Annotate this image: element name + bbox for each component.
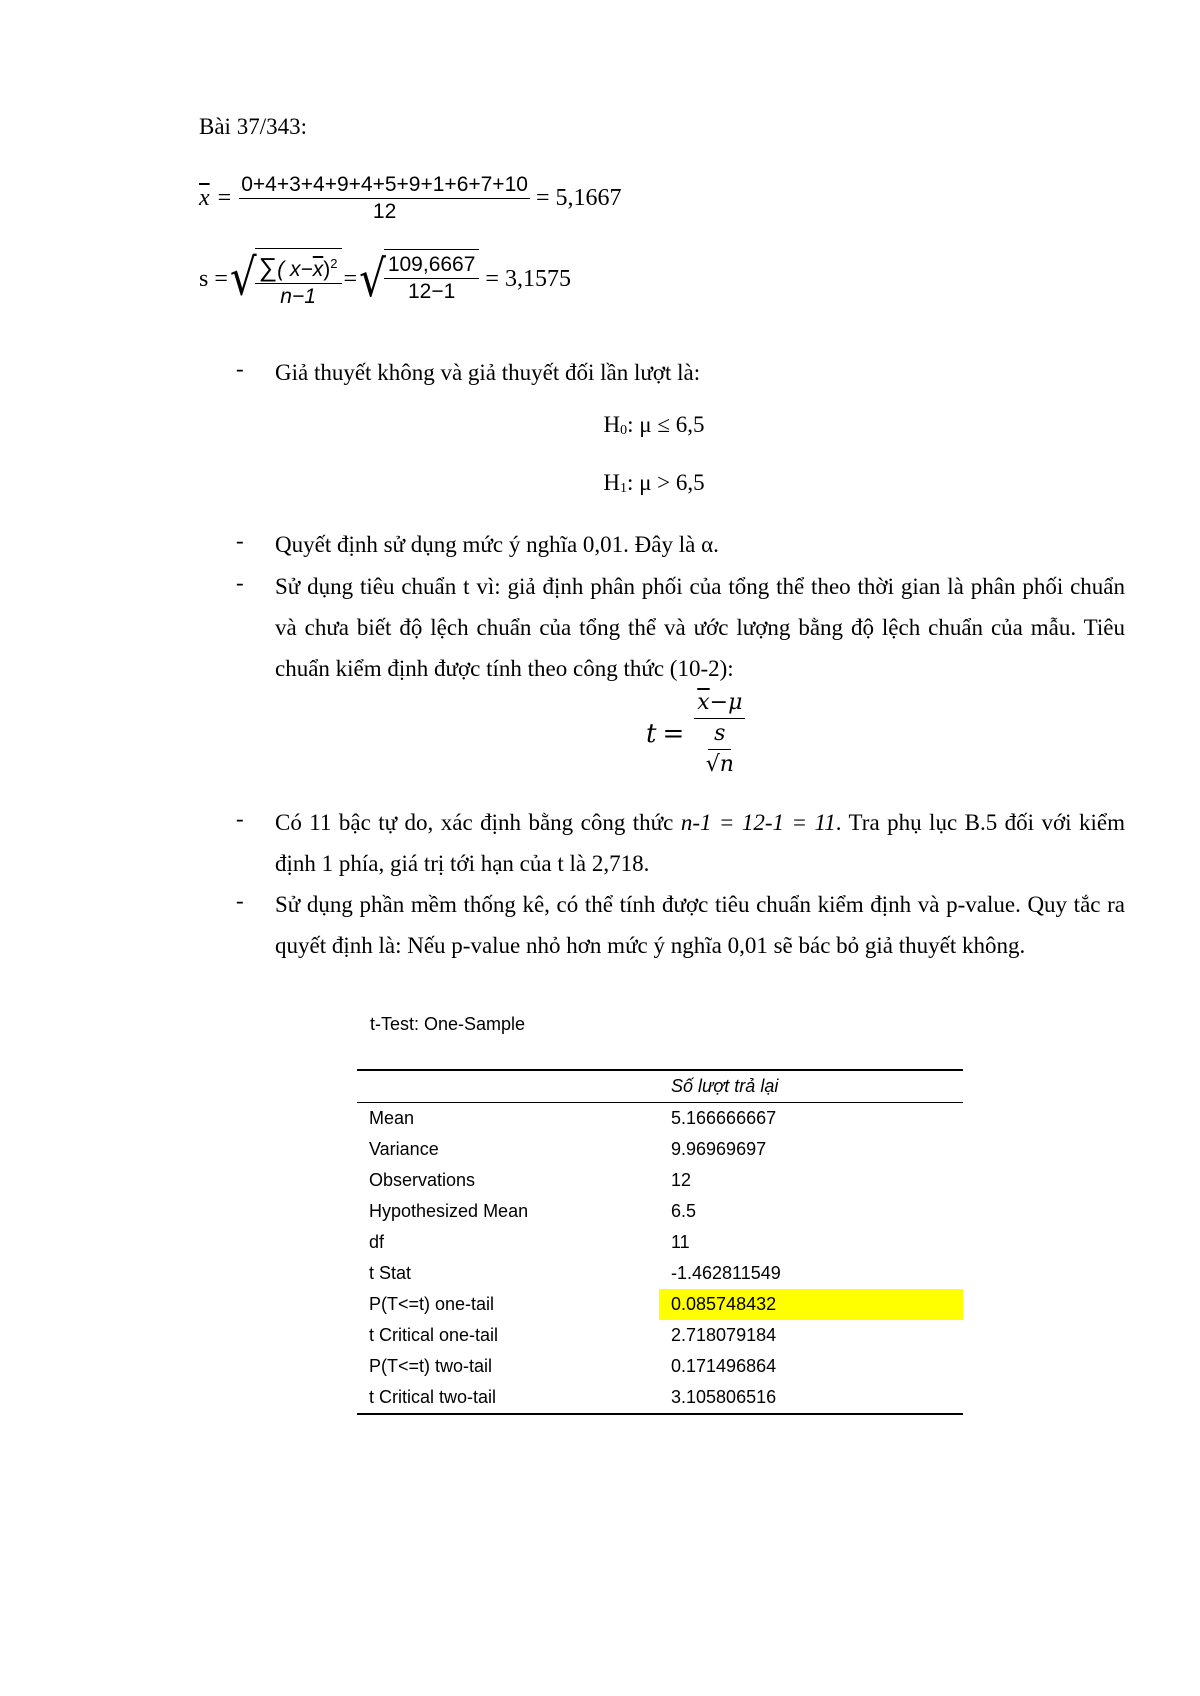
row-label: Observations — [369, 1170, 476, 1190]
t-sqrt-n: √n — [705, 752, 734, 777]
sum-open: ( x− — [277, 258, 313, 281]
row-label: t Critical two-tail — [357, 1382, 659, 1414]
h0-h: H — [603, 412, 621, 437]
row-label: P(T<=t) one-tail — [369, 1294, 495, 1314]
sd-fraction-1 — [255, 248, 342, 310]
sd-denominator-1: n−1 — [280, 285, 316, 308]
bullet-dash: - — [236, 570, 244, 595]
t-symbol: t — [646, 719, 657, 749]
table-row — [357, 1165, 963, 1196]
row-value: 2.718079184 — [671, 1325, 777, 1345]
exercise-title: Bài 37/343: — [199, 114, 307, 139]
row-value: 11 — [671, 1232, 690, 1252]
h0-rest: : μ ≤ 6,5 — [627, 412, 705, 437]
bullet-significance: Quyết định sử dụng mức ý nghĩa 0,01. Đây là α. — [275, 532, 719, 557]
row-value: 12 — [671, 1170, 692, 1190]
h1-h: H — [603, 470, 620, 495]
bullet-dash: - — [236, 888, 244, 913]
sd-denominator-2: 12−1 — [407, 280, 456, 303]
row-value: 3.105806516 — [659, 1382, 963, 1414]
sd-formula — [199, 248, 571, 310]
ttest-table — [357, 1069, 963, 1415]
table-row — [357, 1258, 963, 1289]
mean-numerator: 0+4+3+4+9+4+5+9+1+6+7+10 — [239, 172, 530, 199]
row-label: t Stat — [369, 1263, 412, 1283]
t-equals: = — [662, 719, 685, 749]
bullet-degrees-freedom — [275, 802, 1125, 884]
row-label: t Critical one-tail — [369, 1325, 499, 1345]
h1-rest: : μ > 6,5 — [626, 470, 705, 495]
table-row — [357, 1134, 963, 1165]
table-row — [357, 1351, 963, 1382]
row-label: Hypothesized Mean — [369, 1201, 529, 1221]
table-row — [357, 1382, 963, 1414]
bullet-dash: - — [236, 806, 244, 831]
t-formula — [646, 688, 745, 780]
row-label: df — [369, 1232, 385, 1252]
row-label: Mean — [369, 1108, 415, 1128]
sd-result: = 3,1575 — [485, 265, 571, 292]
mean-formula — [199, 172, 621, 225]
mean-denominator: 12 — [372, 200, 397, 223]
t-numerator — [694, 688, 745, 719]
ttest-caption: t-Test: One-Sample — [370, 1014, 526, 1034]
h0-sub: 0 — [620, 423, 628, 438]
sigma-symbol: ∑ — [258, 252, 278, 282]
row-value: 0.171496864 — [671, 1356, 777, 1376]
row-value: 5.166666667 — [671, 1108, 777, 1128]
df-formula: n-1 = 12-1 = 11 — [680, 810, 836, 835]
df-text-pre: Có 11 bậc tự do, xác định bằng công thức — [275, 810, 681, 835]
row-label: Variance — [369, 1139, 439, 1159]
equals-sign: = — [217, 185, 232, 211]
table-row — [357, 1320, 963, 1351]
table-row — [357, 1196, 963, 1227]
sum-exponent: 2 — [330, 256, 338, 271]
sd-equals: = — [343, 265, 358, 292]
bullet-software: Sử dụng phần mềm thống kê, có thể tính được tiêu chuẩn kiểm định và p-value. Quy tắc ra quyết định là: Nếu p-value nhỏ hơn mức ý nghĩa 0,01 sẽ bác bỏ giả thuyết không. — [275, 892, 1125, 958]
h1-line — [0, 470, 1200, 497]
t-s: s — [708, 719, 731, 750]
bullet-hypotheses: Giả thuyết không và giả thuyết đối lần lượt là: — [275, 360, 701, 385]
h0-line — [0, 412, 1200, 439]
mean-result: = 5,1667 — [535, 185, 622, 211]
mean-fraction — [239, 172, 530, 225]
header-empty-cell — [357, 1070, 659, 1103]
t-minus-mu: −μ — [709, 690, 743, 715]
bullet-t-standard: Sử dụng tiêu chuẩn t vì: giả định phân phối của tổng thể theo thời gian là phân phối chuẩn và chưa biết độ lệch chuẩn của tổng thể và ước lượng bằng độ lệch chuẩn của mẫu. Tiêu chuẩn kiểm định được tính theo công thức (10-2): — [275, 574, 1125, 681]
table-row — [357, 1103, 963, 1135]
row-label: P(T<=t) two-tail — [369, 1356, 493, 1376]
table-row — [357, 1289, 963, 1320]
row-value: 9.96969697 — [671, 1139, 767, 1159]
table-row — [357, 1227, 963, 1258]
highlighted-p-value: 0.085748432 — [659, 1289, 963, 1320]
t-denominator — [706, 719, 734, 780]
sd-numerator-1 — [255, 251, 342, 284]
bullet-dash: - — [236, 356, 244, 381]
sum-close: ) — [323, 258, 331, 281]
row-value: -1.462811549 — [671, 1263, 781, 1283]
t-xbar: $\overline{x}$ — [697, 690, 710, 715]
sd-lhs: s = — [199, 265, 228, 292]
sd-radical-1 — [230, 248, 342, 310]
table-header-row — [357, 1070, 963, 1103]
sum-xbar: $\overline{x}$ — [312, 258, 324, 281]
sqrt-sign-icon: √ — [359, 249, 386, 308]
df-text-post: . Tra phụ lục B.5 đối với kiểm định 1 phía, giá trị tới hạn của t là 2,718. — [275, 810, 1125, 876]
x-bar-symbol: $\overline{x}$ — [199, 185, 210, 211]
sd-numerator-2: 109,6667 — [384, 252, 480, 279]
header-column: Số lượt trả lại — [659, 1070, 963, 1103]
bullet-dash: - — [236, 528, 244, 553]
sd-radical-2 — [359, 249, 479, 309]
sd-fraction-2 — [384, 249, 480, 309]
h1-sub: 1 — [619, 481, 627, 496]
t-fraction — [694, 688, 745, 780]
row-value: 6.5 — [671, 1201, 697, 1221]
sqrt-sign-icon: √ — [229, 247, 257, 307]
